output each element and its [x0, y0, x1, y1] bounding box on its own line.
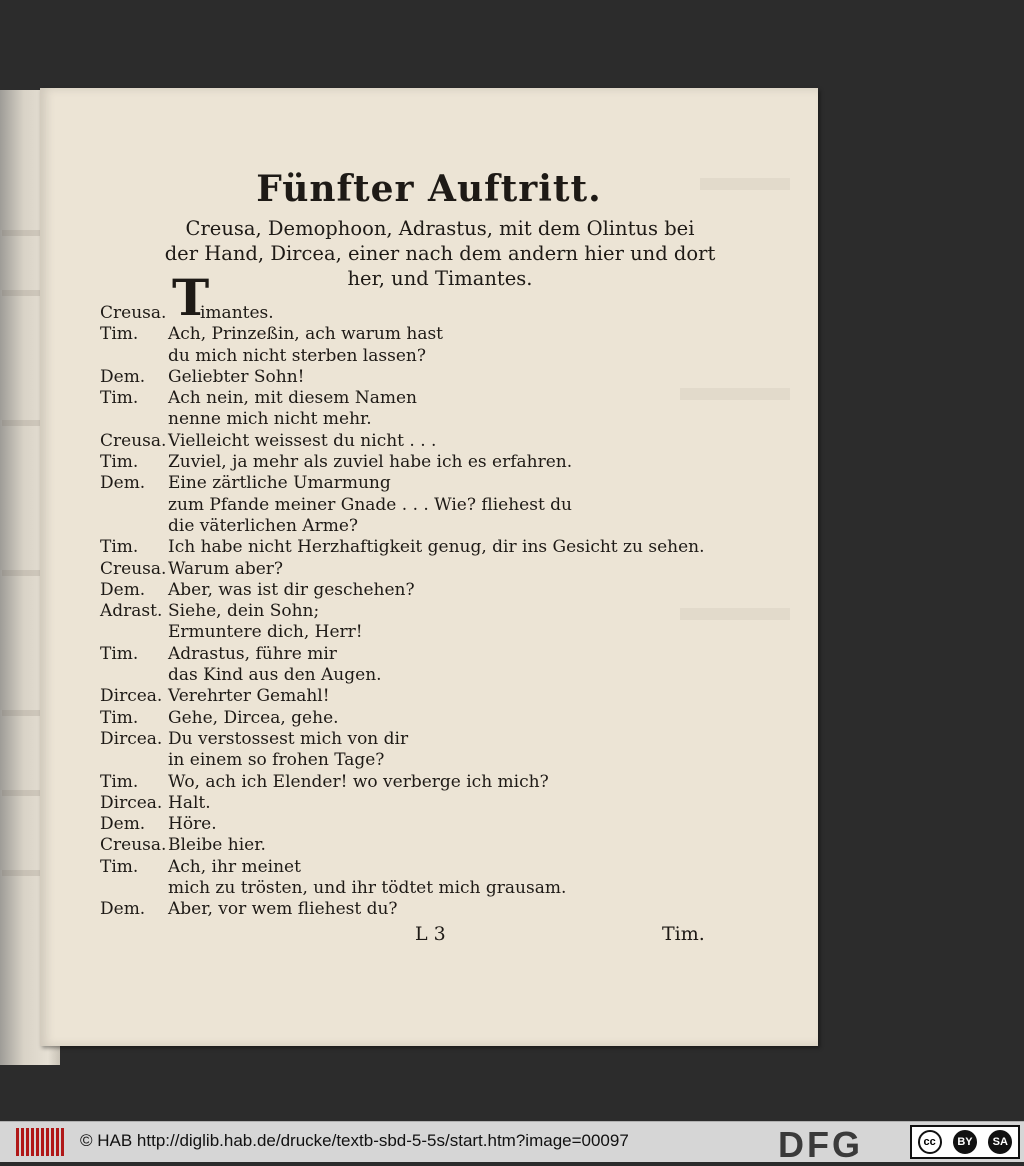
spoken-text: Gehe, Dircea, gehe.	[168, 707, 339, 728]
book-page	[40, 88, 818, 1046]
spoken-text: du mich nicht sterben lassen?	[168, 345, 426, 366]
dialogue-line	[100, 835, 740, 856]
dialogue-line	[100, 516, 740, 537]
dialogue-line	[100, 431, 740, 452]
spoken-text: Wo, ach ich Elender! wo verberge ich mich?	[168, 771, 549, 792]
spoken-text: Ach, ihr meinet	[168, 856, 301, 877]
spoken-text: Zuviel, ja mehr als zuviel habe ich es erfahren.	[168, 452, 573, 473]
drop-initial: T	[172, 268, 210, 327]
bleed-through	[2, 710, 42, 716]
speaker-name: Creusa.	[100, 558, 167, 579]
spoken-text: Warum aber?	[168, 558, 284, 579]
spoken-text: das Kind aus den Augen.	[168, 665, 382, 686]
bleed-through	[2, 290, 42, 296]
spoken-text: Bleibe hier.	[168, 835, 266, 856]
speaker-name: Creusa.	[100, 303, 167, 323]
dialogue-line	[100, 495, 740, 516]
dialogue-line	[100, 324, 740, 345]
dialogue-line	[100, 346, 740, 367]
speaker-name: Dem.	[100, 579, 146, 600]
dialogue-line	[100, 708, 740, 729]
spoken-text: Ach, Prinzeßin, ach warum hast	[168, 324, 444, 345]
dialogue-line	[100, 899, 740, 920]
spoken-text: zum Pfande meiner Gnade . . . Wie? fliehest du	[168, 494, 573, 515]
cc-icon: cc	[918, 1130, 942, 1154]
speaker-name: Tim.	[100, 388, 139, 409]
dialogue-line	[100, 622, 740, 643]
spoken-text: Geliebter Sohn!	[168, 366, 305, 387]
spoken-text: Verehrter Gemahl!	[168, 686, 330, 707]
barcode-icon	[16, 1128, 68, 1156]
signature-mark: L 3	[415, 923, 446, 945]
speaker-name: Tim.	[100, 707, 139, 728]
dialogue-line	[100, 878, 740, 899]
speaker-name: Tim.	[100, 324, 139, 345]
scene-title: Fünfter Auftritt.	[256, 168, 602, 210]
spoken-text: mich zu trösten, und ihr tödtet mich grausam.	[168, 878, 567, 899]
speaker-name: Tim.	[100, 452, 139, 473]
speaker-name: Adrast.	[100, 601, 163, 622]
speaker-name: Tim.	[100, 856, 139, 877]
dialogue-line	[100, 686, 740, 707]
copyright-link[interactable]: © HAB http://diglib.hab.de/drucke/textb-sbd-5-5s/start.htm?image=00097	[80, 1131, 629, 1150]
speaker-name: Dem.	[100, 814, 146, 835]
bleed-through	[2, 790, 42, 796]
speaker-name: Dircea.	[100, 728, 163, 749]
speaker-name: Dem.	[100, 899, 146, 920]
speaker-name: Dircea.	[100, 792, 163, 813]
speaker-name: Dem.	[100, 366, 146, 387]
cast-line: her, und Timantes.	[347, 267, 533, 290]
dialogue-line	[100, 729, 740, 750]
spoken-text: Vielleicht weissest du nicht . . .	[168, 430, 437, 451]
dialogue-line	[100, 388, 740, 409]
dialogue-line	[100, 409, 740, 430]
dialogue-line	[100, 857, 740, 878]
dialogue-line	[100, 665, 740, 686]
spoken-text: Höre.	[168, 814, 217, 835]
speaker-name: Creusa.	[100, 835, 167, 856]
bleed-through	[2, 870, 42, 876]
speaker-name: Dem.	[100, 473, 146, 494]
dialogue-line	[100, 793, 740, 814]
speaker-name: Creusa.	[100, 430, 167, 451]
dialogue-line	[100, 644, 740, 665]
sa-icon: SA	[988, 1130, 1012, 1154]
spoken-text: Halt.	[168, 792, 211, 813]
spoken-text: nenne mich nicht mehr.	[168, 409, 372, 430]
speaker-name: Tim.	[100, 643, 139, 664]
spoken-text: Aber, vor wem fliehest du?	[168, 899, 398, 920]
bleed-through	[2, 570, 42, 576]
spoken-text: Ach nein, mit diesem Namen	[168, 388, 417, 409]
dialogue-line	[100, 559, 740, 580]
speaker-name: Tim.	[100, 537, 139, 558]
dialogue-line	[100, 473, 740, 494]
dfg-logo: DFG	[778, 1124, 863, 1165]
spoken-text: in einem so frohen Tage?	[168, 750, 385, 771]
dialogue-line	[100, 537, 740, 558]
cast-line: der Hand, Dircea, einer nach dem andern hier und dort	[164, 242, 716, 265]
spoken-text: Eine zärtliche Umarmung	[168, 473, 391, 494]
speaker-name: Tim.	[100, 771, 139, 792]
spoken-text: Siehe, dein Sohn;	[168, 601, 320, 622]
cc-license-badge[interactable]	[910, 1125, 1020, 1159]
bleed-through	[2, 420, 42, 426]
speaker-name: Dircea.	[100, 686, 163, 707]
spoken-text: Aber, was ist dir geschehen?	[168, 579, 415, 600]
catchword: Tim.	[662, 923, 705, 945]
spoken-text: die väterlichen Arme?	[168, 515, 358, 536]
spoken-text: imantes.	[200, 303, 274, 323]
dialogue-line	[100, 750, 740, 771]
dialogue-line	[100, 814, 740, 835]
dialogue-line	[100, 772, 740, 793]
viewer-footer	[0, 1121, 1024, 1165]
cast-line: Creusa, Demophoon, Adrastus, mit dem Olintus bei	[185, 217, 695, 240]
spoken-text: Ich habe nicht Herzhaftigkeit genug, dir ins Gesicht zu sehen.	[168, 537, 705, 558]
dialogue-line	[100, 601, 740, 622]
bleed-through	[2, 230, 42, 236]
dialogue-line	[100, 580, 740, 601]
dialogue-line	[100, 367, 740, 388]
spoken-text: Adrastus, führe mir	[168, 643, 337, 664]
spoken-text: Ermuntere dich, Herr!	[168, 622, 363, 643]
cast-list	[160, 216, 720, 291]
spoken-text: Du verstossest mich von dir	[168, 728, 409, 749]
dialogue-line	[100, 452, 740, 473]
by-icon: BY	[953, 1130, 977, 1154]
